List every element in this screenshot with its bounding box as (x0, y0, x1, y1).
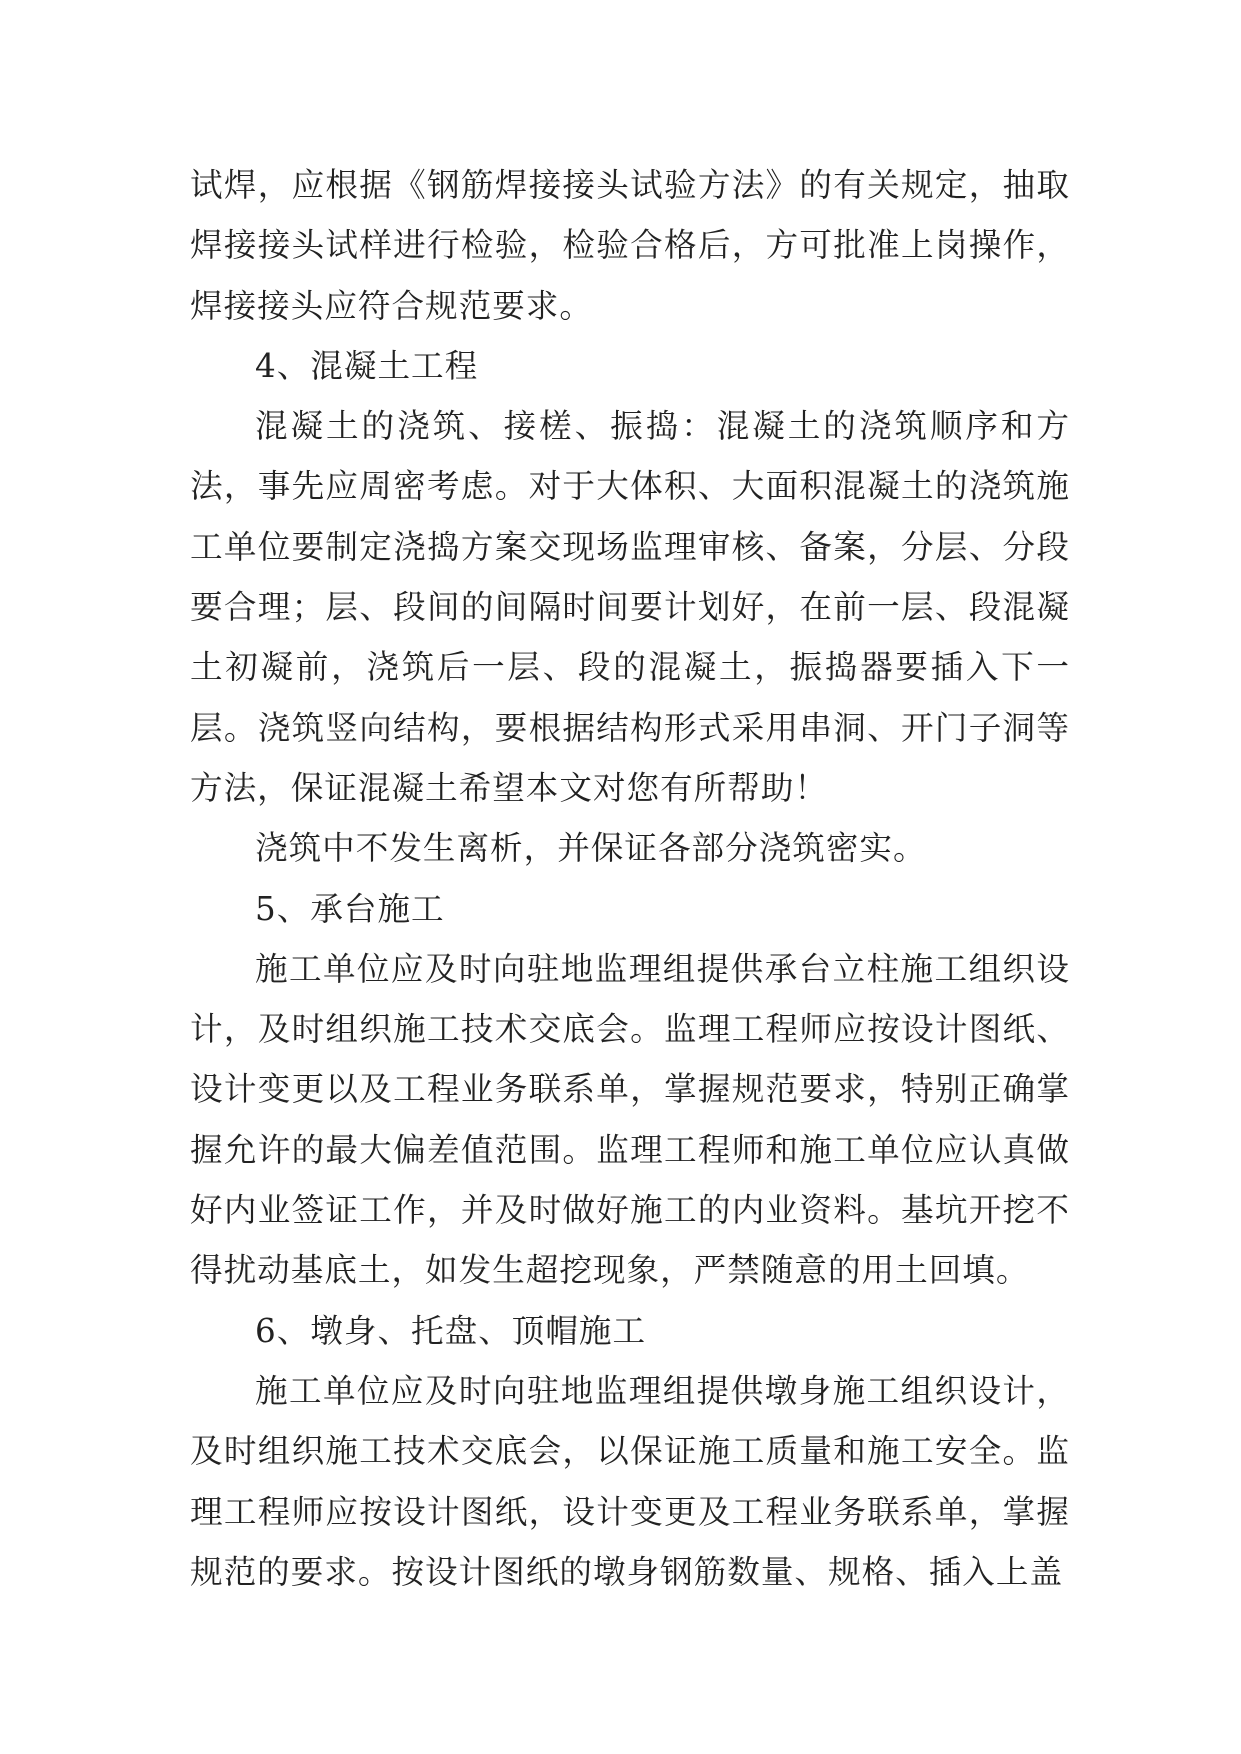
paragraph-pile-cap: 施工单位应及时向驻地监理组提供承台立柱施工组织设计，及时组织施工技术交底会。监理工程师应按设计图纸、设计变更以及工程业务联系单，掌握规范要求，特别正确掌握允许的最大偏差值范围。监理工程师和施工单位应认真做好内业签证工作，并及时做好施工的内业资料。基坑开挖不得扰动基底土，如发生超挖现象，严禁随意的用土回填。 (190, 949, 1070, 1290)
heading-pile-cap-construction: 5、承台施工 (255, 889, 445, 928)
paragraph-welding-test: 试焊，应根据《钢筋焊接接头试验方法》的有关规定，抽取焊接接头试样进行检验，检验合格后，方可批准上岗操作，焊接接头应符合规范要求。 (190, 166, 1070, 325)
paragraph-concrete-pouring: 混凝土的浇筑、接槎、振捣：混凝土的浇筑顺序和方法，事先应周密考虑。对于大体积、大面积混凝土的浇筑施工单位要制定浇捣方案交现场监理审核、备案，分层、分段要合理；层、段间的间隔时间要计划好，在前一层、段混凝土初凝前，浇筑后一层、段的混凝土，振捣器要插入下一层。浇筑竖向结构，要根据结构形式采用串洞、开门子洞等方法，保证混凝土希望本文对您有所帮助！ (190, 407, 1070, 807)
paragraph-pier-body: 施工单位应及时向驻地监理组提供墩身施工组织设计，及时组织施工技术交底会，以保证施工质量和施工安全。监理工程师应按设计图纸，设计变更及工程业务联系单，掌握规范的要求。按设计图纸的墩身钢筋数量、规格、插入上盖 (190, 1371, 1070, 1591)
document-body (190, 155, 1070, 1602)
heading-concrete-works: 4、混凝土工程 (255, 346, 479, 385)
paragraph-no-segregation: 浇筑中不发生离析，并保证各部分浇筑密实。 (255, 829, 927, 868)
heading-pier-body-construction: 6、墩身、托盘、顶帽施工 (255, 1311, 647, 1350)
